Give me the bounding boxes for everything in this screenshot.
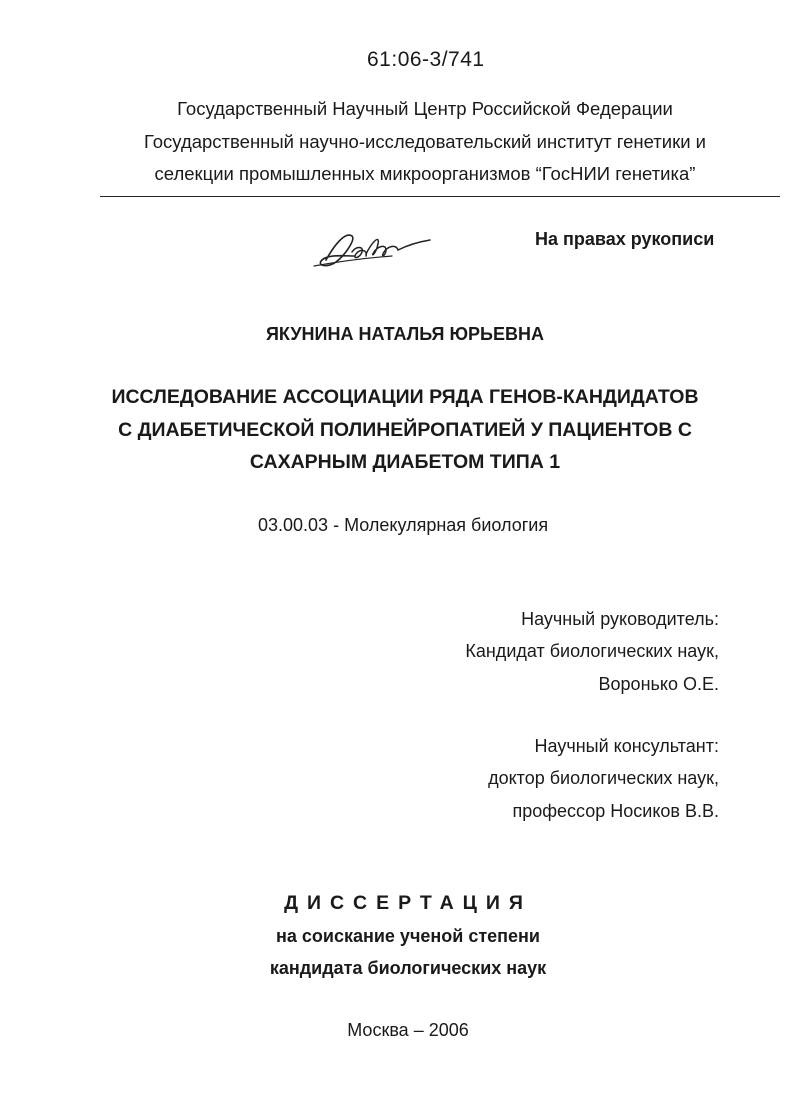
organization-line-3: селекции промышленных микроорганизмов “ГосНИИ генетика”: [154, 163, 696, 184]
dissertation-title-line-3: САХАРНЫМ ДИАБЕТОМ ТИПА 1: [249, 451, 561, 473]
degree-purpose-line-2: кандидата биологических наук: [269, 958, 547, 978]
dissertation-title-line-2: С ДИАБЕТИЧЕСКОЙ ПОЛИНЕЙРОПАТИЕЙ У ПАЦИЕНТОВ С: [118, 419, 692, 441]
supervisor-name: Воронько О.Е.: [598, 674, 719, 694]
organization-line-2: Государственный научно-исследовательский институт генетики и: [143, 131, 707, 152]
header-divider: [100, 196, 780, 197]
consultant-role: Научный консультант:: [534, 736, 719, 756]
author-name: ЯКУНИНА НАТАЛЬЯ ЮРЬЕВНА: [265, 324, 544, 344]
place-and-year: Москва – 2006: [347, 1020, 469, 1040]
consultant-degree: доктор биологических наук,: [488, 768, 719, 788]
organization-line-1: Государственный Научный Центр Российской Федерации: [177, 98, 673, 119]
dissertation-title-line-1: ИССЛЕДОВАНИЕ АССОЦИАЦИИ РЯДА ГЕНОВ-КАНДИДАТОВ: [111, 386, 699, 408]
consultant-name: профессор Носиков В.В.: [512, 801, 719, 821]
archive-code: 61:06-3/741: [367, 48, 485, 71]
manuscript-rights-label: На правах рукописи: [535, 229, 715, 249]
handwritten-signature: [306, 222, 436, 274]
dissertation-heading: ДИССЕРТАЦИЯ: [284, 892, 532, 914]
degree-purpose-line-1: на соискание ученой степени: [276, 926, 540, 946]
supervisor-role: Научный руководитель:: [521, 609, 719, 629]
specialty-code: 03.00.03 - Молекулярная биология: [258, 515, 549, 535]
supervisor-degree: Кандидат биологических наук,: [465, 641, 719, 661]
